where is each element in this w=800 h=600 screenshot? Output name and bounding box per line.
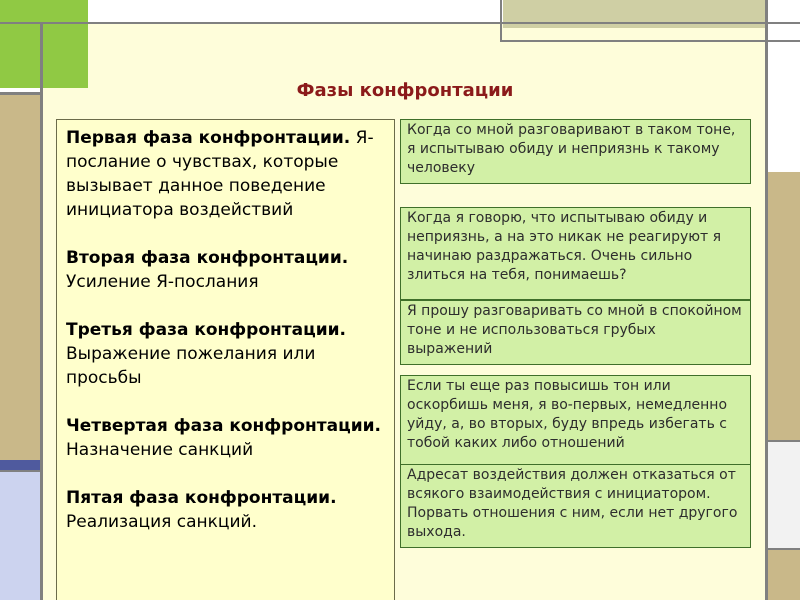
- response-box-1: Когда со мной разговаривают в таком тоне, я испытываю обиду и неприязнь к такому человеку: [400, 119, 751, 184]
- phase-4: [66, 414, 386, 462]
- phase-3-text: Выражение пожелания или просьбы: [66, 344, 316, 388]
- phase-5-text: Реализация санкций.: [66, 512, 257, 532]
- decor-line: [0, 22, 800, 24]
- decor-block-tan-left: [0, 95, 40, 460]
- response-box-4: Если ты еще раз повысишь тон или оскорбишь меня, я во-первых, немедленно уйду, а, во вторых, буду впредь избегать с тобой каких либо отношений: [400, 375, 751, 465]
- decor-line: [40, 22, 43, 600]
- phase-2: [66, 246, 386, 294]
- phase-2-text: Усиление Я-послания: [66, 272, 259, 292]
- phase-5-name: Пятая фаза конфронтации.: [66, 488, 337, 508]
- decor-line: [0, 470, 40, 472]
- response-box-5: Адресат воздействия должен отказаться от всякого взаимодействия с инициатором. Порвать отношения с ним, если нет другого выхода.: [400, 464, 751, 548]
- response-box-2: Когда я говорю, что испытываю обиду и неприязнь, а на это никак не реагируют я начинаю раздражаться. Очень сильно злиться на тебя, понимаешь?: [400, 207, 751, 300]
- response-box-3: Я прошу разговаривать со мной в спокойном тоне и не использоваться грубых выражений: [400, 300, 751, 365]
- phases-box: [56, 119, 395, 600]
- decor-line: [765, 0, 768, 600]
- decor-line: [765, 548, 800, 550]
- decor-block-white: [768, 0, 800, 172]
- decor-block-strip: [768, 440, 800, 550]
- phase-4-text: Назначение санкций: [66, 440, 254, 460]
- decor-block-green: [0, 0, 88, 88]
- phase-2-name: Вторая фаза конфронтации.: [66, 248, 349, 268]
- phase-1-name: Первая фаза конфронтации.: [66, 128, 351, 148]
- phase-5: [66, 486, 386, 534]
- phase-3-name: Третья фаза конфронтации.: [66, 320, 346, 340]
- decor-block-pale-blue: [0, 472, 40, 600]
- phase-1: [66, 126, 386, 222]
- decor-line: [765, 440, 800, 442]
- decor-line: [500, 0, 502, 42]
- phase-1-text: Я-послание о чувствах, которые вызывает данное поведение инициатора воздействий: [66, 128, 374, 220]
- phase-4-name: Четвертая фаза конфронтации.: [66, 416, 381, 436]
- decor-line: [502, 40, 800, 42]
- slide-title: Фазы конфронтации: [296, 80, 514, 101]
- decor-line: [0, 92, 40, 95]
- phase-3: [66, 318, 386, 390]
